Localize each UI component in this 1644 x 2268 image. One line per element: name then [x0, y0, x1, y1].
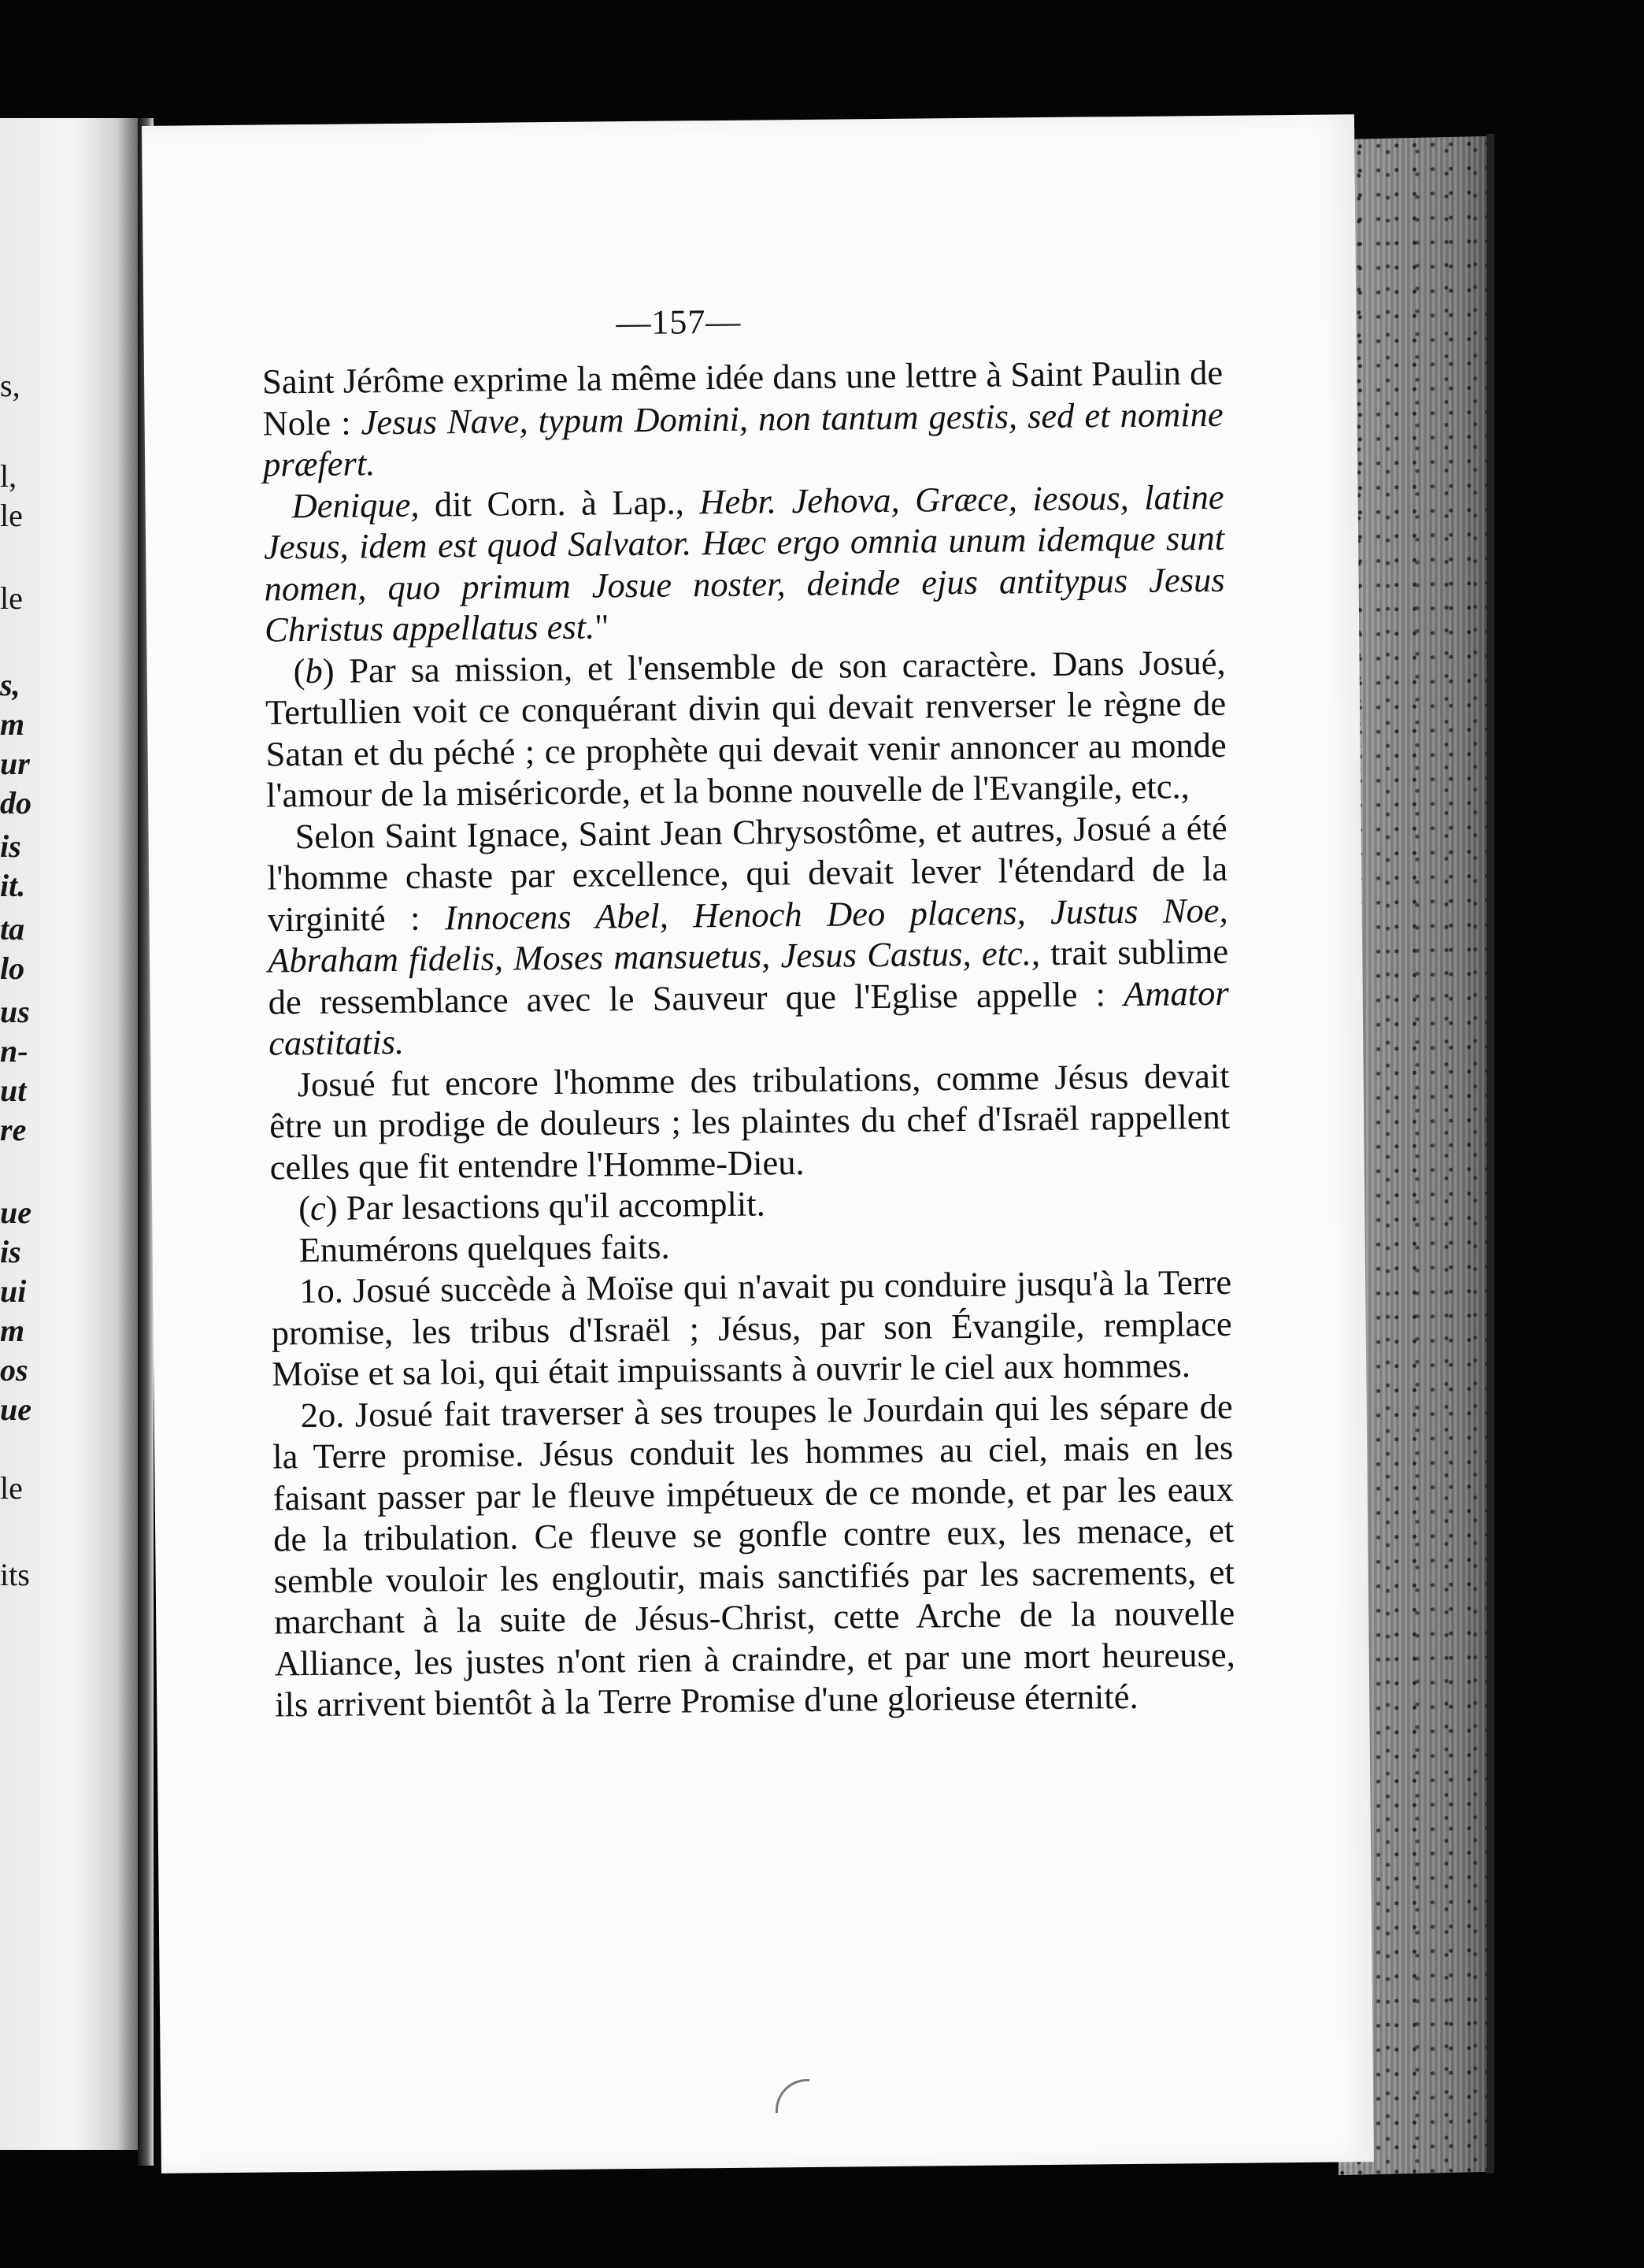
text-run: Josué fut encore l'homme des tribulations, comme Jésus devait être un prodige de douleurs ; les plaintes du chef d'Israël rappellent celles que fit entendre l'Homme-Dieu. [268, 1055, 1231, 1187]
page-number: —157— [616, 302, 742, 343]
left-page-fragment: le [0, 1470, 23, 1506]
paragraph-p5 [268, 1054, 1230, 1188]
latin-quote: Denique, [291, 484, 420, 525]
text-run: dit Corn. à Lap., [419, 481, 700, 524]
left-page-fragment: ut [0, 1073, 27, 1108]
paragraph-p3 [265, 641, 1227, 816]
left-page-fragment: ue [0, 1392, 31, 1427]
left-page-fragment: do [0, 785, 31, 821]
left-page-fragment: s, [0, 368, 20, 403]
text-run: ( [293, 650, 305, 691]
left-page-fragment: l, [0, 458, 17, 494]
left-page-fragment: ui [0, 1273, 27, 1309]
text-run: trait sublime de ressemblance avec le Sauveur que l'Eglise appelle : [268, 931, 1229, 1022]
text-run: Selon Saint Ignace, Saint Jean Chrysostôme, et autres, Josué a été l'homme chaste par excellence, qui devait lever l'étendard de la virginité : [266, 807, 1228, 939]
left-page-fragment: re [0, 1112, 27, 1147]
text-run: ) Par lesactions qu'il accomplit. [325, 1184, 765, 1228]
text-run: 2o. Josué fait traverser à ses troupes le Jourdain qui les sépare de la Terre promise. Jésus conduit les hommes au ciel, mais en les faisant passer par le fleuve impétueux de ce monde, et par les eaux de la tribulation. Ce fleuve se gonfle contre eux, les menace, et semble vouloir les engloutir, mais sanctifiés par les sacrements, et marchant à la suite de Jésus-Christ, cette Arche de la nouvelle Alliance, les justes n'ont rien à craindre, et par une mort heureuse, ils arrivent bientôt à la Terre Promise d'une glorieuse éternité. [272, 1386, 1235, 1725]
left-page-fragment: m [0, 1313, 25, 1348]
book-page [142, 114, 1374, 2174]
left-page-fragment: its [0, 1557, 30, 1592]
left-page-fragment: n- [0, 1033, 28, 1069]
latin-quote: Hebr. Jehova, Græce, iesous, latine Jesus, idem est quod Salvator. Hæc ergo omnia unum idemque sunt nomen, quo primum Josue noster, deinde ejus antitypus Jesus Christus appellatus est. [263, 476, 1225, 650]
left-page-fragment: m [0, 706, 25, 742]
left-page-fragment: it. [0, 868, 26, 903]
latin-quote: b [305, 650, 323, 691]
paragraph-p8 [271, 1262, 1232, 1395]
left-page-fragment: ue [0, 1195, 31, 1230]
left-page-fragment: ur [0, 746, 30, 781]
left-page-fragment: os [0, 1352, 28, 1388]
left-page-fragment: us [0, 994, 30, 1029]
latin-quote: c [309, 1188, 327, 1228]
left-page-fragment: is [0, 828, 21, 864]
left-page-fragment: s, [0, 667, 20, 702]
paragraph-p9 [272, 1385, 1235, 1725]
text-run: Enumérons quelques faits. [298, 1226, 670, 1269]
left-page-edge [0, 118, 138, 2150]
page-stack-shadow [1487, 134, 1494, 2174]
latin-quote: Amator castitatis. [268, 973, 1229, 1063]
paragraph-p2 [263, 476, 1225, 650]
page-text [262, 352, 1236, 1725]
text-run: ( [298, 1188, 311, 1228]
latin-quote: Jesus Nave, typum Domini, non tantum gestis, sed et nomine præfert. [262, 394, 1224, 484]
left-page-fragment: is [0, 1234, 21, 1269]
left-page-fragment: le [0, 498, 23, 533]
latin-quote: Innocens Abel, Henoch Deo placens, Justus Noe, Abraham fidelis, Moses mansuetus, Jesus Castus, etc., [267, 890, 1228, 980]
paragraph-p4 [266, 806, 1229, 1064]
text-run: ) Par sa mission, et l'ensemble de son caractère. Dans Josué, Tertullien voit ce conquérant divin qui devait renverser le règne de Satan et du péché ; ce prophète qui devait venir annoncer au monde l'amour de la miséricorde, et la bonne nouvelle de l'Evangile, etc., [265, 642, 1227, 815]
left-page-fragment: ta [0, 911, 25, 947]
left-page-fragment: le [0, 580, 23, 616]
text-run: " [594, 606, 609, 647]
text-run: Saint Jérôme exprime la même idée dans une lettre à Saint Paulin de Nole : [261, 352, 1224, 443]
text-run: 1o. Josué succède à Moïse qui n'avait pu conduire jusqu'à la Terre promise, les tribus d'Israël ; Jésus, par son Évangile, remplace Moïse et sa loi, qui était impuissants à ouvrir le ciel aux hommes. [271, 1262, 1232, 1394]
left-page-fragment: lo [0, 951, 25, 986]
paragraph-p1 [262, 352, 1224, 485]
